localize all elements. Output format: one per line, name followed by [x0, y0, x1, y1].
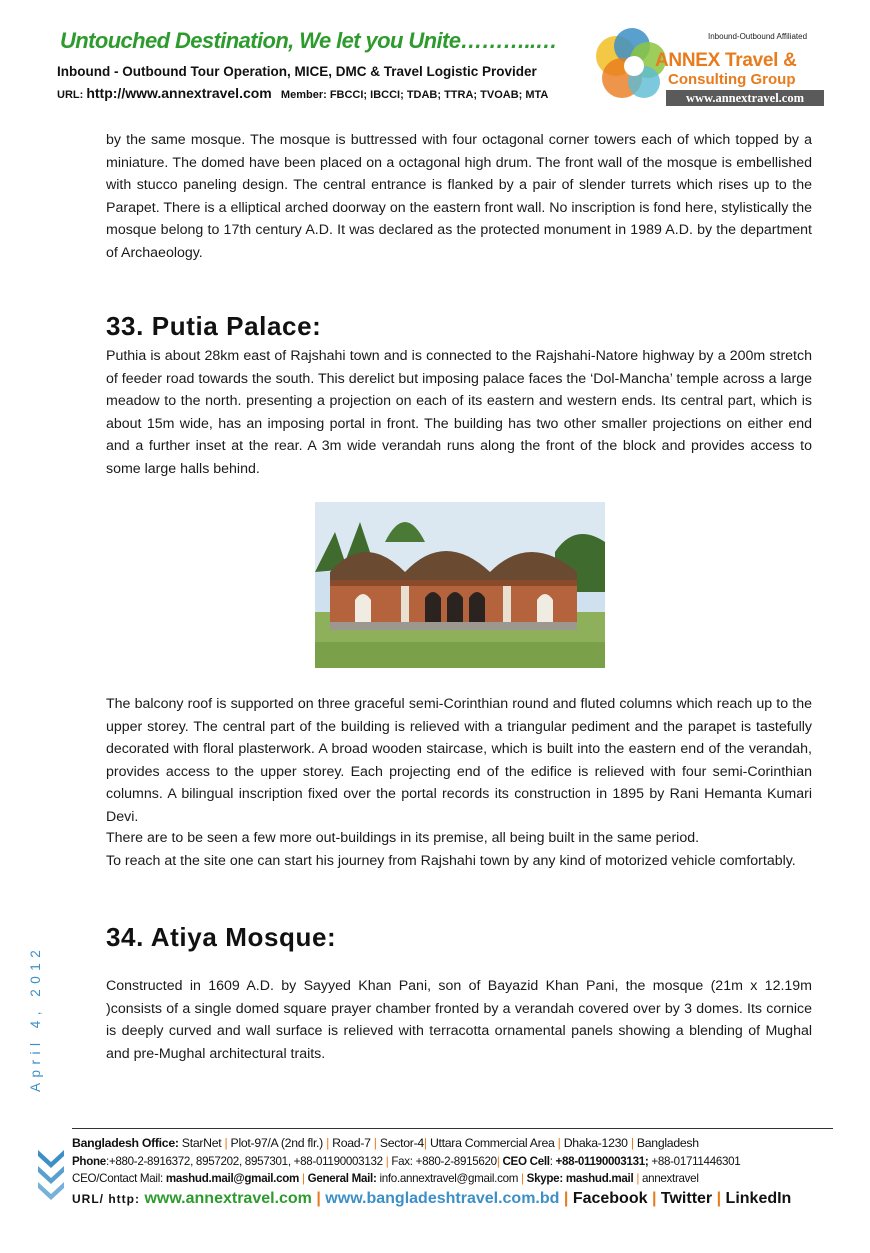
office-part: Dhaka-1230: [563, 1136, 628, 1150]
phone-numbers: :+880-2-8916372, 8957202, 8957301, +88-01190003132: [105, 1155, 383, 1168]
member-list: FBCCI; IBCCI; TDAB; TTRA; TVOAB; MTA: [329, 89, 549, 101]
section-34-paragraph-1: Constructed in 1609 A.D. by Sayyed Khan Pani, son of Bayazid Khan Pani, the mosque (21m x 12.19m )consists of a single domed square prayer chamber fronted by a verandah covered over by 3 domes. Its cornice is deeply curved and wall surface is relieved with terracotta ornamental panels showing a blending of Mughal and pre-Mughal architectural traits.: [106, 978, 812, 1062]
header-url-link[interactable]: http://www.annextravel.com: [86, 85, 272, 101]
footer-url-link-annex[interactable]: www.annextravel.com: [144, 1190, 312, 1207]
facebook-link[interactable]: Facebook: [572, 1190, 648, 1207]
footer-phone-line: Phone:+880-2-8916372, 8957202, 8957301, +88-01190003132 | Fax: +880-2-8915620| CEO Cell: +88-01190003131; +88-01711446301: [72, 1155, 741, 1168]
logo-affiliation: Inbound-Outbound Affiliated: [708, 32, 808, 41]
office-part: Bangladesh: [636, 1136, 699, 1150]
general-mail-link[interactable]: info.annextravel@gmail.com: [379, 1172, 519, 1185]
linkedin-link[interactable]: LinkedIn: [725, 1190, 792, 1207]
section-33-paragraph-1: Puthia is about 28km east of Rajshahi town and is connected to the Rajshahi-Natore highway by a 200m stretch of feeder road towards the south. This derelict but imposing palace faces the ‘Dol-Mancha’ temple across a large meadow to the north. presenting a projection on each of its eastern and western ends. Its central part, which is about 15m wide, has an imposing portal in front. The building has two other smaller projections on either end and a further inset at the rear. A 3m wide verandah runs along the front of the block and provides access to some large halls behind.: [106, 348, 812, 477]
footer-url-link-bangladesh[interactable]: www.bangladeshtravel.com.bd: [325, 1190, 560, 1207]
skype-extra: annextravel: [641, 1172, 699, 1185]
putia-palace-photo: [315, 502, 605, 668]
office-part: Road-7: [332, 1136, 371, 1150]
twitter-link[interactable]: Twitter: [660, 1190, 713, 1207]
skype-id[interactable]: mashud.mail: [565, 1172, 634, 1185]
section-34-heading: 34. Atiya Mosque:: [106, 922, 337, 952]
footer-office-line: Bangladesh Office: StarNet | Plot-97/A (2nd flr.) | Road-7 | Sector-4| Uttara Commercial Area | Dhaka-1230 | Bangladesh: [72, 1136, 699, 1150]
contact-label: CEO/Contact Mail:: [72, 1172, 163, 1185]
header-url-line: [57, 85, 548, 101]
skype-label: Skype:: [526, 1172, 563, 1185]
section-33-paragraph-4: To reach at the site one can start his journey from Rajshahi town by any kind of motorized vehicle comfortably.: [106, 853, 796, 869]
ceo-cell-number: +88-01190003131;: [555, 1155, 649, 1168]
logo-name-line1: ANNEX Travel &: [655, 50, 797, 71]
ceo-cell-extra: +88-01711446301: [651, 1155, 741, 1168]
office-part: Uttara Commercial Area: [429, 1136, 555, 1150]
section-33-heading: 33. Putia Palace:: [106, 311, 322, 341]
header-services: Inbound - Outbound Tour Operation, MICE, DMC & Travel Logistic Provider: [57, 64, 537, 79]
office-part: Sector-4: [379, 1136, 424, 1150]
office-part: StarNet: [181, 1136, 222, 1150]
phone-label: Phone: [72, 1155, 106, 1168]
section-33-paragraph-3: There are to be seen a few more out-buildings in its premise, all being built in the same period.: [106, 830, 700, 846]
fax-number: Fax: +880-2-8915620: [391, 1155, 497, 1168]
intro-paragraph: by the same mosque. The mosque is buttressed with four octagonal corner towers each of which topped by a miniature. The domed have been placed on a octagonal high drum. The front wall of the mosque is embellished with stucco paneling design. The central entrance is flanked by a pair of slender turrets which rises up to the Parapet. There is a elliptical arched doorway on the eastern front wall. No inscription is fond here, stylistically the mosque belong to 17th century A.D. It was declared as the protected monument in 1989 A.D. by the department of Archaeology.: [106, 132, 812, 261]
footer-divider: [72, 1128, 833, 1129]
general-mail-label: General Mail:: [307, 1172, 377, 1185]
contact-mail-link[interactable]: mashud.mail@gmail.com: [165, 1172, 300, 1185]
footer-mail-line: CEO/Contact Mail: mashud.mail@gmail.com | General Mail: info.annextravel@gmail.com | Skype: mashud.mail | annextravel: [72, 1172, 699, 1185]
logo-website[interactable]: www.annextravel.com: [666, 90, 824, 106]
chevron-down-icon: [36, 1148, 66, 1204]
side-date: April 4, 2012: [28, 944, 43, 1092]
footer-url-label: URL/ http:: [72, 1192, 140, 1206]
office-label: Bangladesh Office:: [72, 1136, 179, 1150]
office-part: Plot-97/A (2nd flr.): [230, 1136, 323, 1150]
section-33-paragraph-2: The balcony roof is supported on three graceful semi-Corinthian round and fluted columns which reach up to the upper storey. The central part of the building is relieved with a triangular pediment and the parapet is tastefully decorated with floral plasterwork. A broad wooden staircase, which is built into the eastern end of the verandah, provides access to the upper storey. Each projecting end of the edifice is relieved with four semi-Corinthian columns. A bilingual inscription fixed over the portal records its construction in 1895 by Rani Hemanta Kumari Devi.: [106, 696, 812, 825]
logo-name-line2: Consulting Group: [668, 71, 796, 88]
url-label: URL:: [57, 89, 84, 101]
ceo-cell-label: CEO Cell: [502, 1155, 550, 1168]
header-tagline: Untouched Destination, We let you Unite………..…: [60, 28, 557, 53]
member-label: Member:: [280, 89, 327, 101]
footer-url-line: URL/ http: www.annextravel.com | www.bangladeshtravel.com.bd | Facebook | Twitter | LinkedIn: [72, 1190, 792, 1207]
